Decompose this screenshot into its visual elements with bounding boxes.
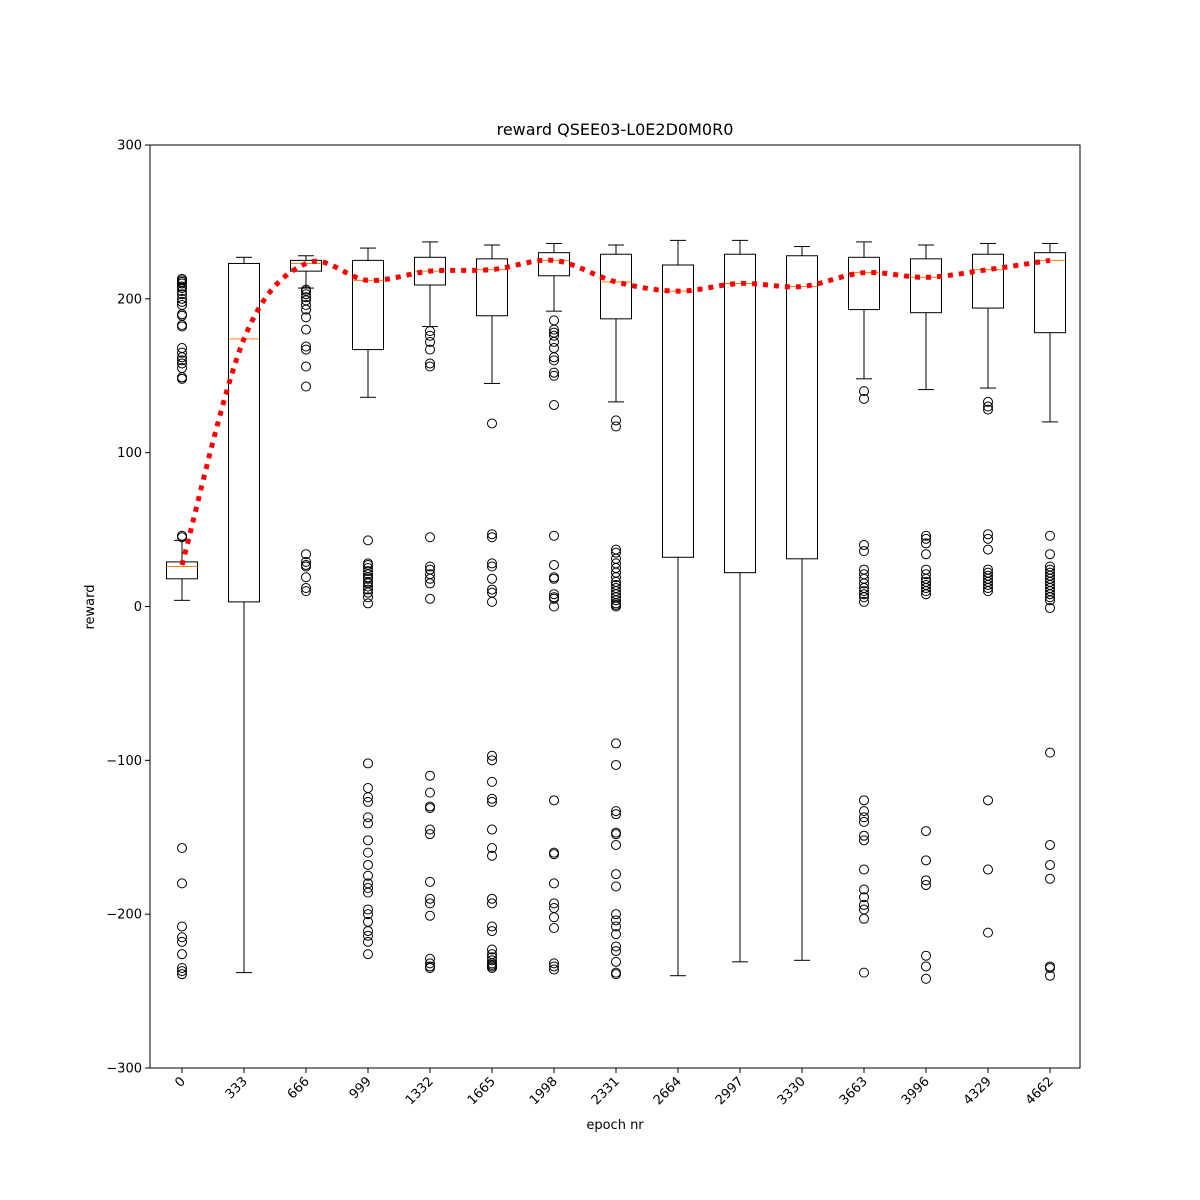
x-tick-label: 3996 (898, 1074, 933, 1109)
x-tick-label: 999 (346, 1074, 375, 1103)
x-tick-label: 666 (284, 1074, 313, 1103)
y-tick-label: 0 (133, 600, 142, 615)
x-tick-label: 4662 (1022, 1074, 1057, 1109)
x-tick-label: 3330 (774, 1074, 809, 1109)
x-tick-label: 333 (222, 1074, 251, 1103)
x-tick-label: 1998 (526, 1074, 561, 1109)
x-tick-label: 1665 (464, 1074, 499, 1109)
x-tick-label: 2331 (588, 1074, 623, 1109)
x-tick-label: 0 (172, 1074, 189, 1091)
y-tick-label: −200 (106, 907, 142, 923)
x-tick-label: 3663 (836, 1074, 871, 1109)
y-tick-label: 300 (117, 138, 142, 154)
y-axis-label: reward (83, 584, 98, 630)
y-tick-label: −100 (106, 753, 142, 769)
x-axis-label: epoch nr (586, 1118, 644, 1133)
x-tick-label: 2664 (650, 1074, 685, 1109)
y-tick-label: 200 (117, 292, 142, 308)
x-tick-label: 2997 (712, 1074, 747, 1109)
x-tick-label: 1332 (402, 1074, 437, 1109)
y-tick-label: 100 (117, 446, 142, 462)
chart-title: reward QSEE03-L0E2D0M0R0 (496, 120, 734, 139)
y-tick-label: −300 (106, 1061, 142, 1077)
x-tick-label: 4329 (960, 1074, 995, 1109)
